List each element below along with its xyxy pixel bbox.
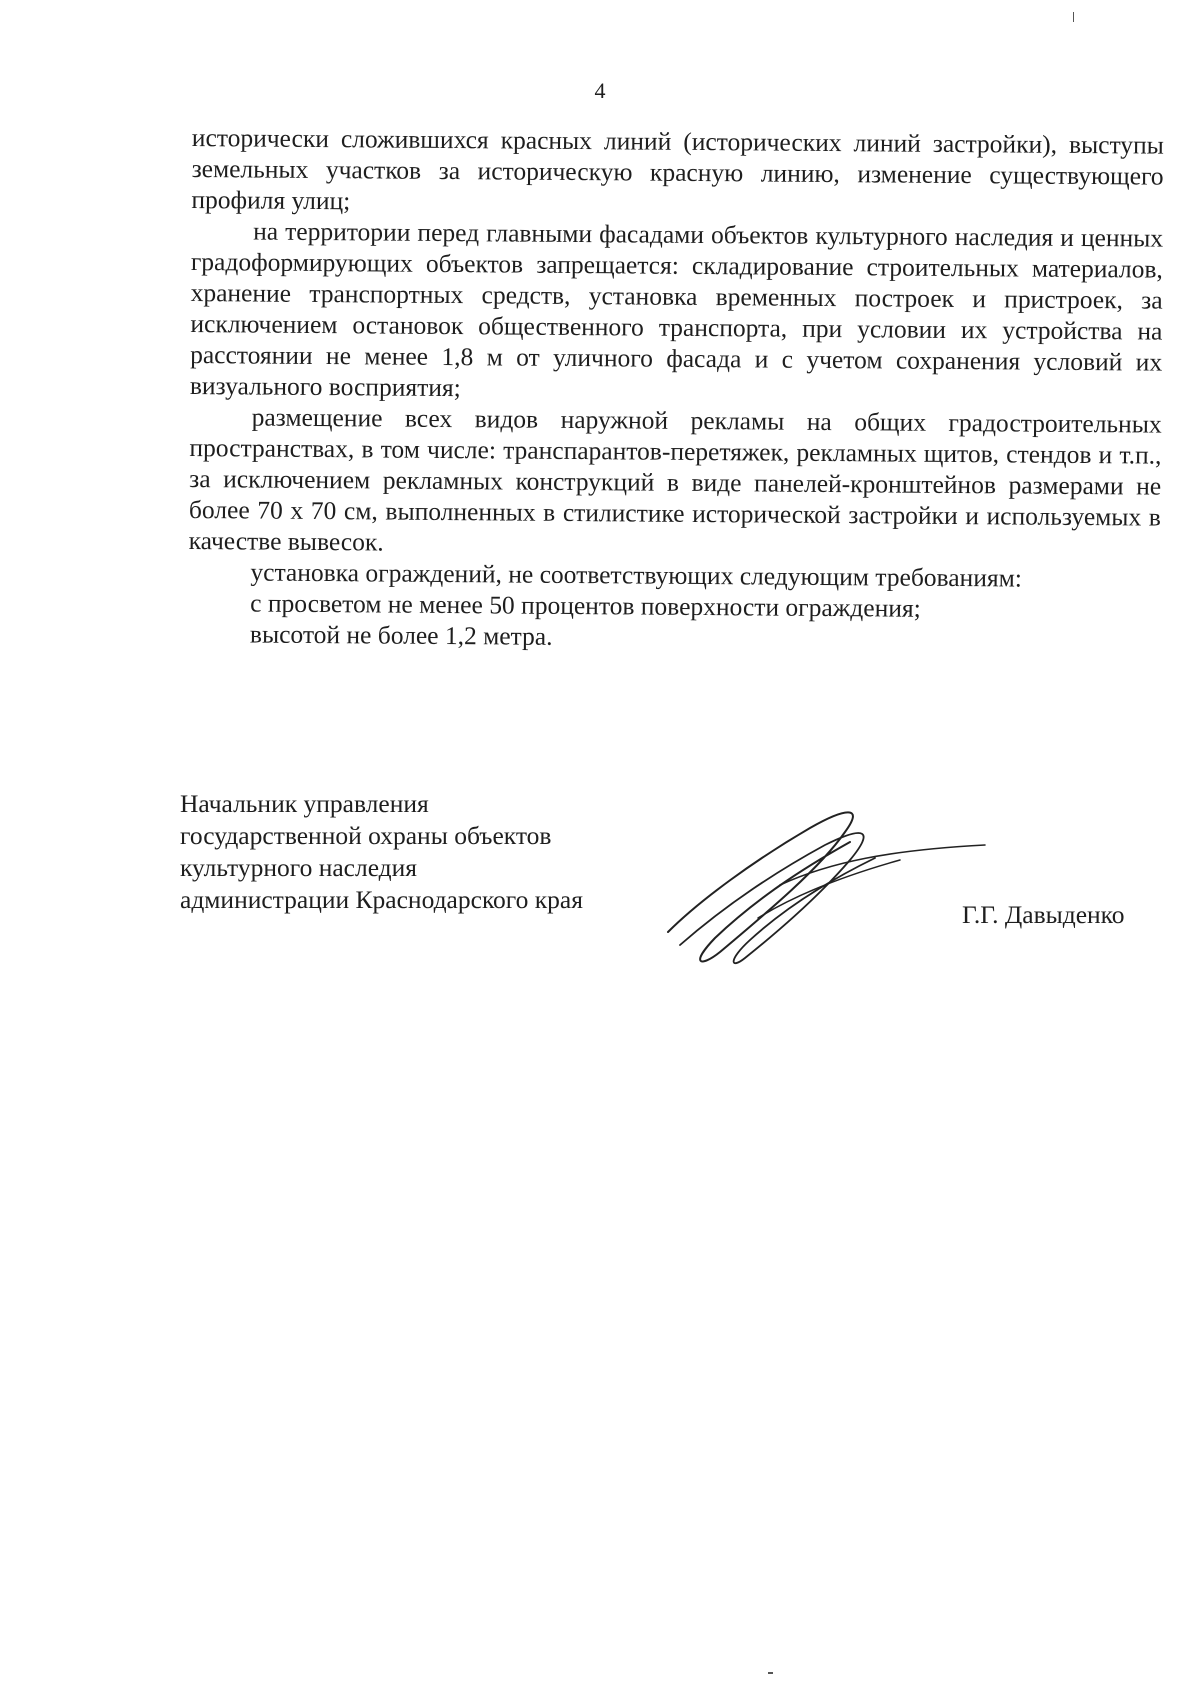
signatory-title-line: культурного наследия — [180, 853, 418, 882]
paragraph-facade-territory: на территории перед главными фасадами объектов культурного наследия и ценных градоформирующих объектов запрещается: складирование строительных материалов, хранение транспортных средств, установка временных построек и пристроек, за исключением остановок общественного транспорта, при условии их устройства на расстоянии не менее 1,8 м от уличного фасада и с учетом сохранения условий их визуального восприятия; — [189, 216, 1164, 403]
document-body — [188, 122, 1164, 657]
signatory-title-line: государственной охраны объектов — [180, 821, 552, 850]
signatory-title — [180, 788, 583, 916]
paragraph-historic-lines: исторически сложившихся красных линий (исторических линий застройки), выступы земельных участков за историческую красную линию, изменение существующего профиля улиц; — [191, 122, 1164, 216]
paragraph-fence-height: высотой не более 1,2 метра. — [249, 619, 553, 651]
paragraph-fence-clearance: с просветом не менее 50 процентов поверхности ограждения; — [250, 588, 921, 623]
page-number: 4 — [594, 78, 606, 103]
paragraph-fences: установка ограждений, не соответствующих следующим требованиям: — [250, 557, 1022, 593]
signatory-title-line: Начальник управления — [180, 789, 429, 818]
scan-artifact — [768, 1672, 773, 1674]
scan-artifact — [1073, 12, 1074, 22]
handwritten-signature — [660, 800, 990, 970]
signatory-name: Г.Г. Давыденко — [962, 900, 1125, 929]
paragraph-advertising: размещение всех видов наружной рекламы на общих градостроительных пространствах, в том числе: транспарантов-перетяжек, рекламных щитов, стендов и т.п., за исключением рекламных конструкций в виде панелей-кронштейнов размерами не более 70 х 70 см, выполненных в стилистике исторической застройки и используемых в качестве вывесок. — [188, 402, 1162, 557]
signatory-title-line: администрации Краснодарского края — [180, 885, 583, 914]
